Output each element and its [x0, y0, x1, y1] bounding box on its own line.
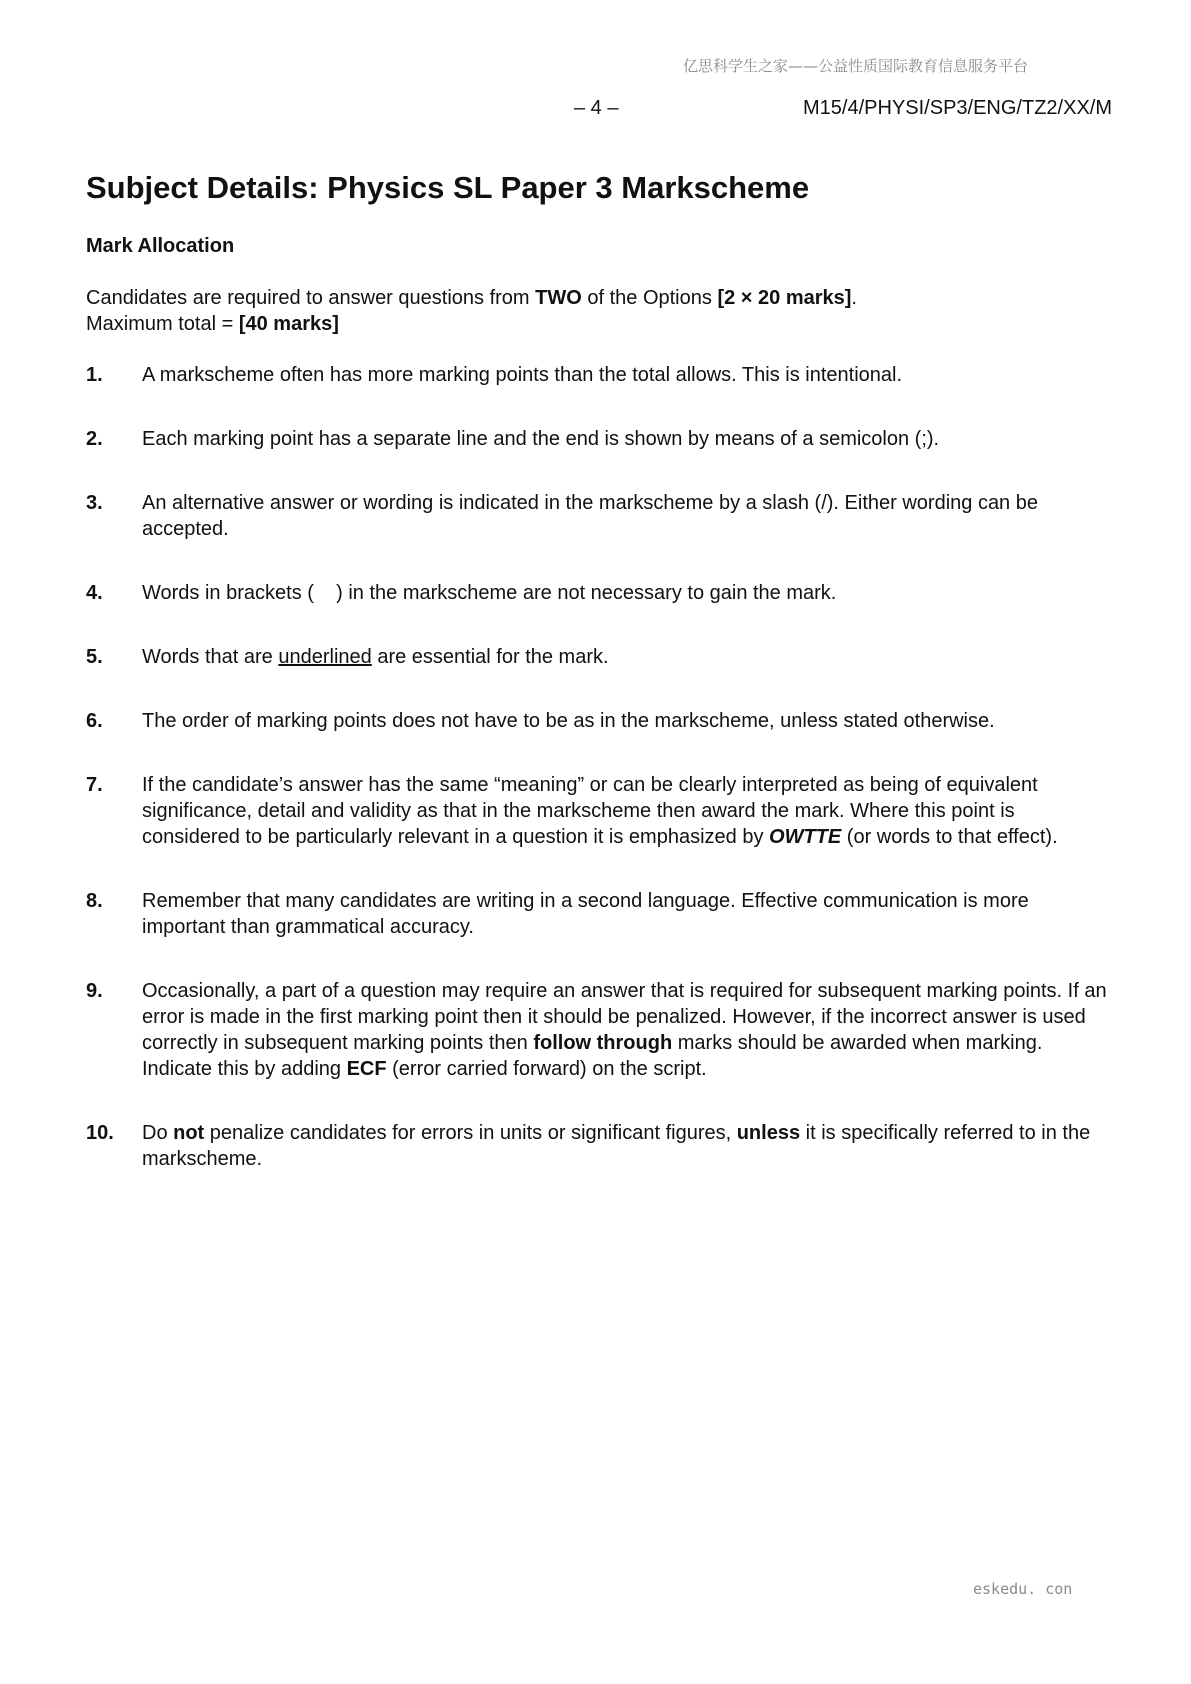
rule-number: 2. — [86, 428, 103, 450]
rule-number: 10. — [86, 1122, 114, 1144]
rule-text: Each marking point has a separate line and the end is shown by means of a semicolon (;). — [142, 428, 940, 450]
page-title: Subject Details: Physics SL Paper 3 Markscheme — [86, 170, 810, 205]
mark-allocation-heading: Mark Allocation — [86, 235, 235, 257]
rule-item — [86, 1120, 1116, 1172]
rule-number: 1. — [86, 364, 103, 386]
rule-text: Occasionally, a part of a question may require an answer that is required for subsequent marking points. If an error is made in the first marking point then it should be penalized. However, if the incorrect answer is used correctly in subsequent marking points then follow through marks should be awarded when marking. Indicate this by adding ECF (error carried forward) on the script. — [142, 980, 1107, 1080]
rule-text: The order of marking points does not have to be as in the markscheme, unless stated otherwise. — [142, 710, 995, 732]
rule-text: Words that are underlined are essential for the mark. — [142, 646, 609, 668]
intro-line1: Candidates are required to answer questions from TWO of the Options [2 × 20 marks]. — [86, 287, 857, 309]
page-number: – 4 – — [574, 97, 619, 119]
rule-item — [86, 772, 1116, 850]
rule-number: 8. — [86, 890, 103, 912]
watermark-top: 亿思科学生之家——公益性质国际教育信息服务平台 — [683, 57, 1029, 75]
rule-number: 9. — [86, 980, 103, 1002]
rule-item — [86, 580, 1116, 606]
rule-item — [86, 362, 1116, 388]
rule-number: 5. — [86, 646, 103, 668]
rule-text: Remember that many candidates are writing in a second language. Effective communication is more important than grammatical accuracy. — [142, 890, 1029, 938]
rule-item — [86, 490, 1116, 542]
owtte-term: OWTTE — [769, 826, 842, 848]
rule-item — [86, 426, 1116, 452]
rule-text: Words in brackets ( ) in the markscheme are not necessary to gain the mark. — [142, 582, 837, 604]
rule-number: 7. — [86, 774, 103, 796]
rule-number: 4. — [86, 582, 103, 604]
rule-text: If the candidate’s answer has the same “meaning” or can be clearly interpreted as being of equivalent significance, detail and validity as that in the markscheme then award the mark. Where this point is considered to be particularly relevant in a question it is emphasized by OWTTE (or words to that effect). — [142, 774, 1058, 848]
rule-item — [86, 888, 1116, 940]
rule-number: 6. — [86, 710, 103, 732]
intro-line2: Maximum total = [40 marks] — [86, 313, 339, 335]
document-code: M15/4/PHYSI/SP3/ENG/TZ2/XX/M — [803, 97, 1112, 119]
underlined-word: underlined — [278, 646, 372, 668]
rule-item — [86, 708, 1116, 734]
rule-text: An alternative answer or wording is indicated in the markscheme by a slash (/). Either wording can be accepted. — [142, 492, 1038, 540]
marking-rules-list — [86, 362, 1116, 1210]
rule-number: 3. — [86, 492, 103, 514]
rule-item — [86, 644, 1116, 670]
rule-item — [86, 978, 1116, 1082]
mark-allocation-text — [86, 285, 857, 337]
rule-text: A markscheme often has more marking points than the total allows. This is intentional. — [142, 364, 903, 386]
watermark-bottom: eskedu. con — [973, 1580, 1073, 1598]
rule-text: Do not penalize candidates for errors in units or significant figures, unless it is specifically referred to in the markscheme. — [142, 1122, 1091, 1170]
